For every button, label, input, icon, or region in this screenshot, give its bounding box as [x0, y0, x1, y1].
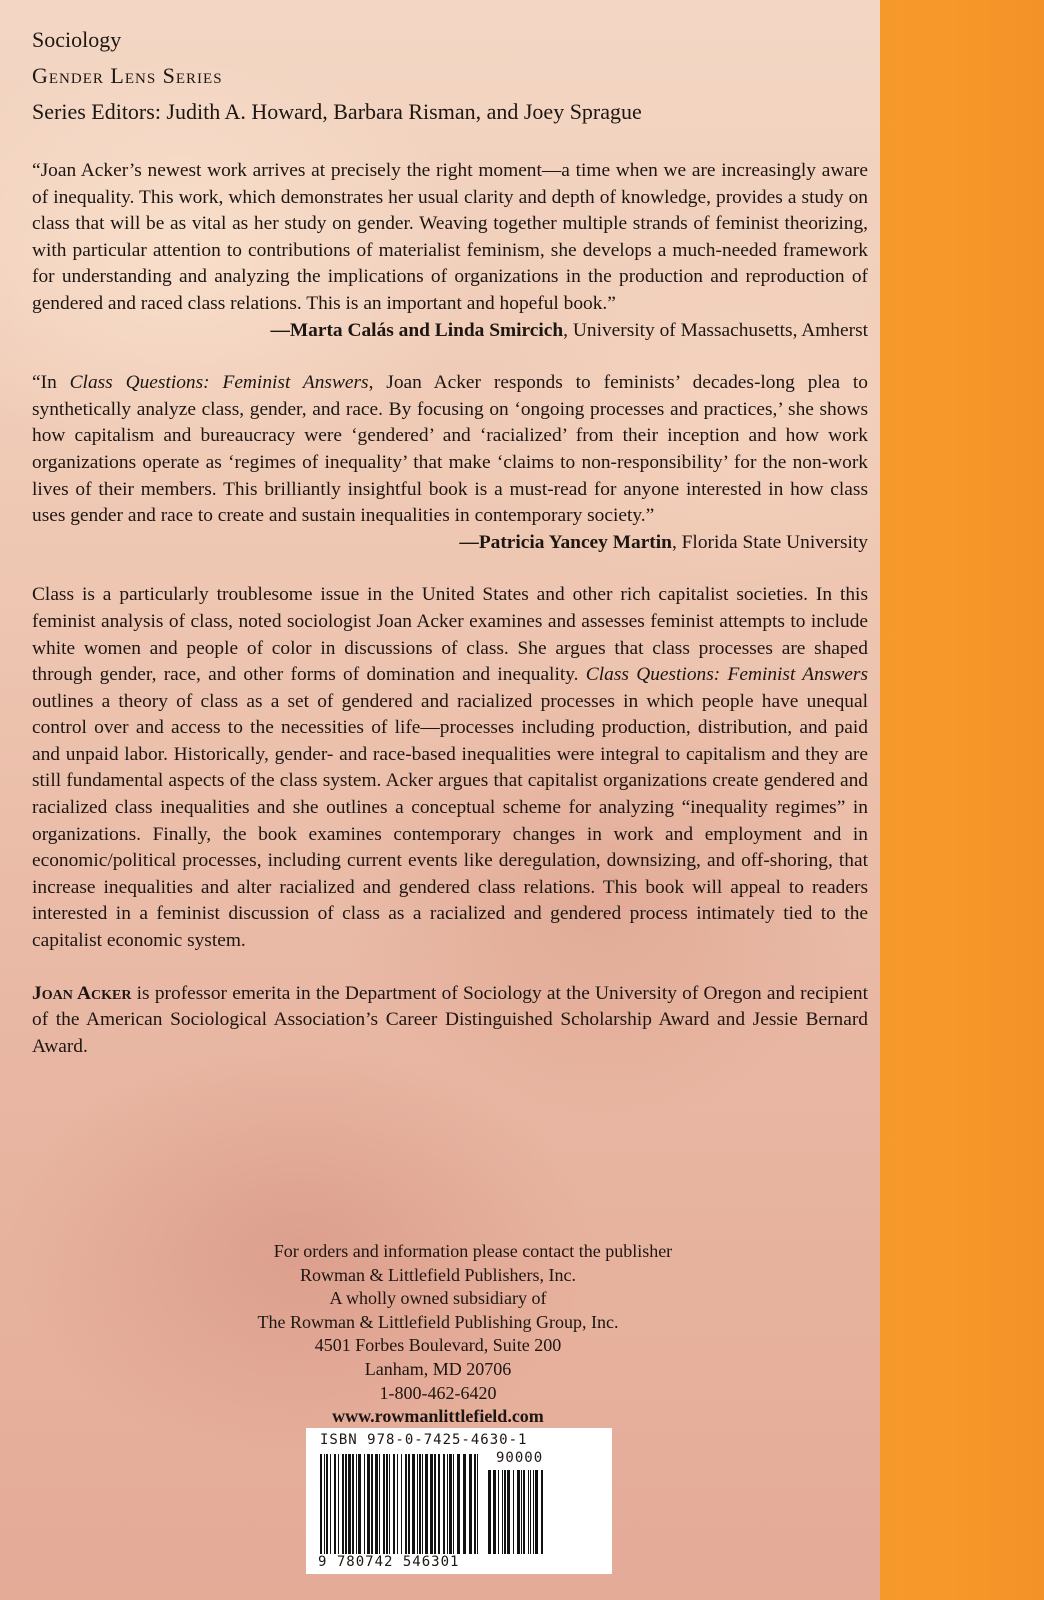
barcode-bar — [474, 1454, 476, 1554]
barcode-bar — [521, 1470, 522, 1554]
back-cover-text — [32, 22, 868, 1060]
barcode-bar — [397, 1454, 398, 1554]
series-title: Gender Lens Series — [32, 63, 223, 88]
barcode-bar — [348, 1454, 351, 1554]
barcode-bar — [504, 1470, 506, 1554]
contact-line-7: 1-800-462-6420 — [379, 1382, 497, 1403]
barcode-number-text: 9 780742 546301 — [318, 1554, 460, 1570]
contact-line-6: Lanham, MD 20706 — [364, 1358, 512, 1379]
barcode-bar — [389, 1454, 390, 1554]
endorsement-1-author: —Marta Calás and Linda Smircich — [270, 319, 564, 341]
author-name: Joan Acker — [32, 982, 132, 1004]
barcode-bar — [342, 1454, 344, 1554]
contact-line-5: 4501 Forbes Boulevard, Suite 200 — [314, 1335, 562, 1356]
barcode-bar — [330, 1454, 331, 1554]
description-part-2: outlines a theory of class as a set of gendered and racialized processes in which people have unequal control over and access to the necessities of life—processes including production, distribution, and paid and unpaid labor. Historically, gender- and race-based inequalities were integral to capitalism and they are still fundamental aspects of the class system. Acker argues that capitalist organizations create gendered and racialized class inequalities and she outlines a conceptual scheme for analyzing “inequality regimes” in organizations. Finally, the book examines contemporary changes in work and employment and in economic/political processes, including current events like deregulation, downsizing, and off-shoring, that increase inequalities and alter racialized and gendered class relations. This book will appeal to readers interested in a feminist discussion of class as a racialized and gendered process intimately tied to the capitalist economic system. — [32, 690, 868, 952]
endorsement-2-attribution — [32, 530, 868, 557]
barcode-bar — [371, 1454, 373, 1554]
barcode-bar — [393, 1454, 395, 1554]
barcode-bar — [422, 1454, 423, 1554]
barcode-bar — [345, 1454, 347, 1554]
barcode-bar — [364, 1454, 365, 1554]
description-part-1: Class is a particularly troublesome issue in the United States and other rich capitalist societies. In this feminist analysis of class, noted sociologist Joan Acker examines and assesses feminist attempts to include white women and people of color in discussions of class. She argues that class processes are shaped through gender, race, and other forms of domination and inequality. — [32, 584, 868, 686]
barcode-bar — [453, 1454, 454, 1554]
barcode-bar — [535, 1470, 538, 1554]
barcode-bar — [320, 1454, 322, 1554]
barcode-bar — [334, 1454, 336, 1554]
publisher-contact — [0, 1240, 876, 1429]
barcode-bar — [488, 1470, 491, 1554]
barcode-bar — [493, 1470, 496, 1554]
isbn-text: ISBN 978-0-7425-4630-1 — [320, 1432, 528, 1448]
barcode-bar — [449, 1454, 452, 1554]
barcode-bar — [419, 1454, 421, 1554]
endorsement-1-affiliation: , University of Massachusetts, Amherst — [563, 319, 868, 341]
contact-website: www.rowmanlittlefield.com — [332, 1406, 544, 1427]
barcode-bar — [324, 1454, 325, 1554]
contact-line-1: For orders and information please contact the publisher — [273, 1241, 673, 1261]
barcode-bar — [517, 1470, 520, 1554]
barcode-bar — [417, 1454, 418, 1554]
endorsement-2-affiliation: , Florida State University — [671, 531, 868, 553]
contact-line-3: A wholly owned subsidiary of — [329, 1288, 547, 1309]
barcode-bar — [457, 1454, 460, 1554]
series-editors: Series Editors: Judith A. Howard, Barbara Risman, and Joey Sprague — [32, 99, 642, 124]
barcode-bar — [425, 1454, 428, 1554]
endorsement-2-book-title: Class Questions: Feminist Answers — [69, 372, 369, 394]
barcode-bar — [412, 1454, 415, 1554]
barcode-bar — [530, 1470, 531, 1554]
barcode-bar — [523, 1470, 525, 1554]
barcode-bar — [405, 1454, 407, 1554]
ean-barcode-bars — [320, 1454, 478, 1554]
description-book-title: Class Questions: Feminist Answers — [585, 664, 868, 686]
contact-line-2: Rowman & Littlefield Publishers, Inc. — [300, 1264, 576, 1285]
barcode-bar — [379, 1454, 380, 1554]
barcode-bar — [502, 1470, 503, 1554]
barcode-bar — [375, 1454, 378, 1554]
book-description — [32, 582, 868, 954]
barcode-bar — [338, 1454, 339, 1554]
barcode-bar — [430, 1454, 433, 1554]
contact-line-4: The Rowman & Littlefield Publishing Group, Inc. — [257, 1311, 619, 1332]
barcode-bar — [528, 1470, 529, 1554]
barcode-bar — [352, 1454, 354, 1554]
barcode-bar — [533, 1470, 534, 1554]
endorsement-2-text: , Joan Acker responds to feminists’ decades-long plea to synthetically analyze class, gender, and race. By focusing on ‘ongoing processes and practices,’ she shows how capitalism and bureaucracy were ‘gendered’ and ‘racialized’ from their inception and how work organizations operate as ‘regimes of inequality’ that make ‘claims to non-responsibility’ for the non-work lives of their members. This brilliantly insightful book is a must-read for anyone interested in how class uses gender and race to create and sustain inequalities in contemporary society.” — [32, 372, 868, 527]
author-bio — [32, 981, 868, 1061]
barcode-bar — [401, 1454, 402, 1554]
barcode-bar — [383, 1454, 385, 1554]
barcode-bar — [443, 1454, 445, 1554]
endorsement-1-attribution — [32, 318, 868, 345]
barcode-bar — [541, 1470, 543, 1554]
barcode-bar — [408, 1454, 410, 1554]
barcode-bar — [513, 1470, 514, 1554]
endorsement-1: “Joan Acker’s newest work arrives at precisely the right moment—a time when we are increasingly aware of inequality. This work, which demonstrates her usual clarity and depth of knowledge, provides a study on class that will be as vital as her study on gender. Weaving together multiple strands of feminist theorizing, with particular attention to contributions of materialist feminism, she develops a much-needed framework for understanding and analyzing the implications of organizations in the production and reproduction of gendered and raced class relations. This is an important and hopeful book.” — [32, 160, 868, 314]
barcode-bar — [434, 1454, 436, 1554]
barcode-bar — [356, 1454, 357, 1554]
barcode-bar — [469, 1454, 472, 1554]
barcode-bar — [477, 1454, 478, 1554]
barcode-bar — [386, 1454, 388, 1554]
category-label: Sociology — [32, 27, 122, 52]
barcode-bar — [447, 1454, 448, 1554]
barcode-bar — [438, 1454, 440, 1554]
endorsement-2 — [32, 370, 868, 530]
orange-spine-strip — [880, 0, 1044, 1600]
endorsement-2-open: “In — [32, 372, 70, 394]
barcode-bar — [367, 1454, 370, 1554]
isbn-barcode — [306, 1428, 612, 1574]
barcode-bar — [507, 1470, 510, 1554]
barcode-bar — [498, 1470, 499, 1554]
addon-barcode-bars — [488, 1470, 544, 1554]
price-code-text: 90000 — [496, 1450, 544, 1466]
barcode-bar — [463, 1454, 466, 1554]
barcode-bar — [326, 1454, 328, 1554]
author-bio-text: is professor emerita in the Department of Sociology at the University of Oregon and recipient of the American Sociological Association’s Career Distinguished Scholarship Award and Jessie Bernard Award. — [32, 982, 868, 1057]
barcode-bar — [358, 1454, 361, 1554]
endorsement-2-author: —Patricia Yancey Martin — [459, 531, 672, 553]
